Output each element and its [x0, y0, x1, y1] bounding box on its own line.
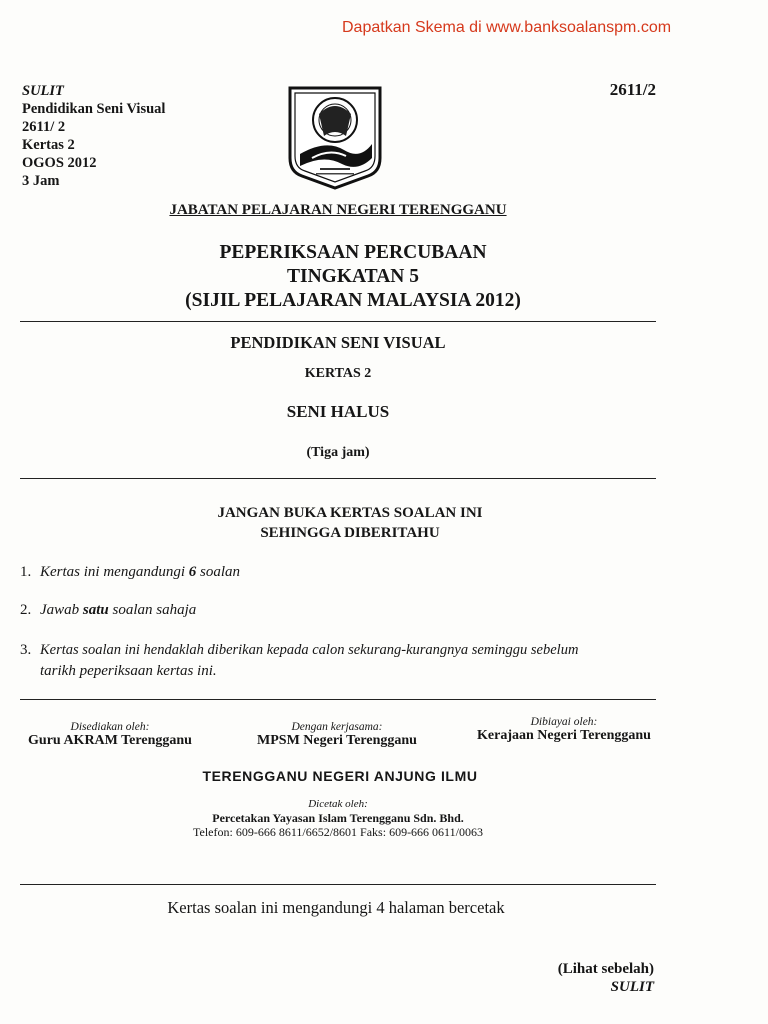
department-crest-icon	[286, 84, 384, 190]
next-page-label: (Lihat sebelah)	[557, 961, 654, 977]
warning-line1: JANGAN BUKA KERTAS SOALAN INI	[217, 505, 483, 521]
divider	[20, 699, 656, 700]
instruction-number: 1.	[20, 564, 32, 580]
divider	[20, 321, 656, 322]
date-label: OGOS 2012	[22, 155, 97, 171]
instruction-number: 2.	[20, 602, 32, 618]
section-title: SENI HALUS	[286, 402, 390, 421]
exam-title-line3: (SIJIL PELAJARAN MALAYSIA 2012)	[185, 290, 521, 311]
page-count-note: Kertas soalan ini mengandungi 4 halaman bercetak	[167, 898, 505, 917]
exam-title-line2: TINGKATAN 5	[287, 266, 419, 287]
paper-label: Kertas 2	[22, 137, 75, 153]
footer-classification: SULIT	[610, 979, 654, 995]
printer-info: Dicetak oleh: Percetakan Yayasan Islam Terengganu Sdn. Bhd. Telefon: 609-666 8611/6652/8601 Faks: 609-666 0611/0063	[193, 798, 483, 839]
subject-title: PENDIDIKAN SENI VISUAL	[230, 333, 446, 352]
exam-title-line1: PEPERIKSAAN PERCUBAAN	[219, 242, 487, 263]
divider	[20, 884, 656, 885]
duration-text: (Tiga jam)	[306, 445, 370, 460]
subject-label: Pendidikan Seni Visual	[22, 101, 166, 117]
exam-title	[0, 241, 706, 313]
credit-prepared: Disediakan oleh: Guru AKRAM Terengganu	[28, 721, 192, 748]
classification-label: SULIT	[22, 83, 64, 99]
instruction-item: 1. Kertas ini mengandungi 6 soalan	[20, 562, 670, 583]
paper-code: 2611/2	[609, 80, 656, 99]
duration-label: 3 Jam	[22, 173, 60, 189]
divider	[20, 478, 656, 479]
code-label: 2611/ 2	[22, 119, 66, 135]
warning-notice	[0, 503, 700, 543]
credit-cooperation: Dengan kerjasama: MPSM Negeri Terengganu	[257, 721, 417, 748]
instruction-item: 3. Kertas soalan ini hendaklah diberikan kepada calon sekurang-kurangnya seminggu sebelum tarikh peperiksaan kertas ini.	[20, 642, 579, 679]
instruction-item: 2. Jawab satu soalan sahaja	[20, 600, 670, 621]
credit-funded: Dibiayai oleh: Kerajaan Negeri Terengganu	[477, 716, 651, 743]
warning-line2: SEHINGGA DIBERITAHU	[260, 525, 440, 541]
header-info	[22, 82, 165, 190]
motto: TERENGGANU NEGERI ANJUNG ILMU	[202, 768, 478, 784]
watermark-link[interactable]: Dapatkan Skema di www.banksoalanspm.com	[342, 19, 672, 36]
instruction-number: 3.	[20, 642, 32, 658]
footer	[558, 960, 654, 996]
paper-title: KERTAS 2	[304, 366, 372, 381]
department-name: JABATAN PELAJARAN NEGERI TERENGGANU	[169, 202, 507, 218]
